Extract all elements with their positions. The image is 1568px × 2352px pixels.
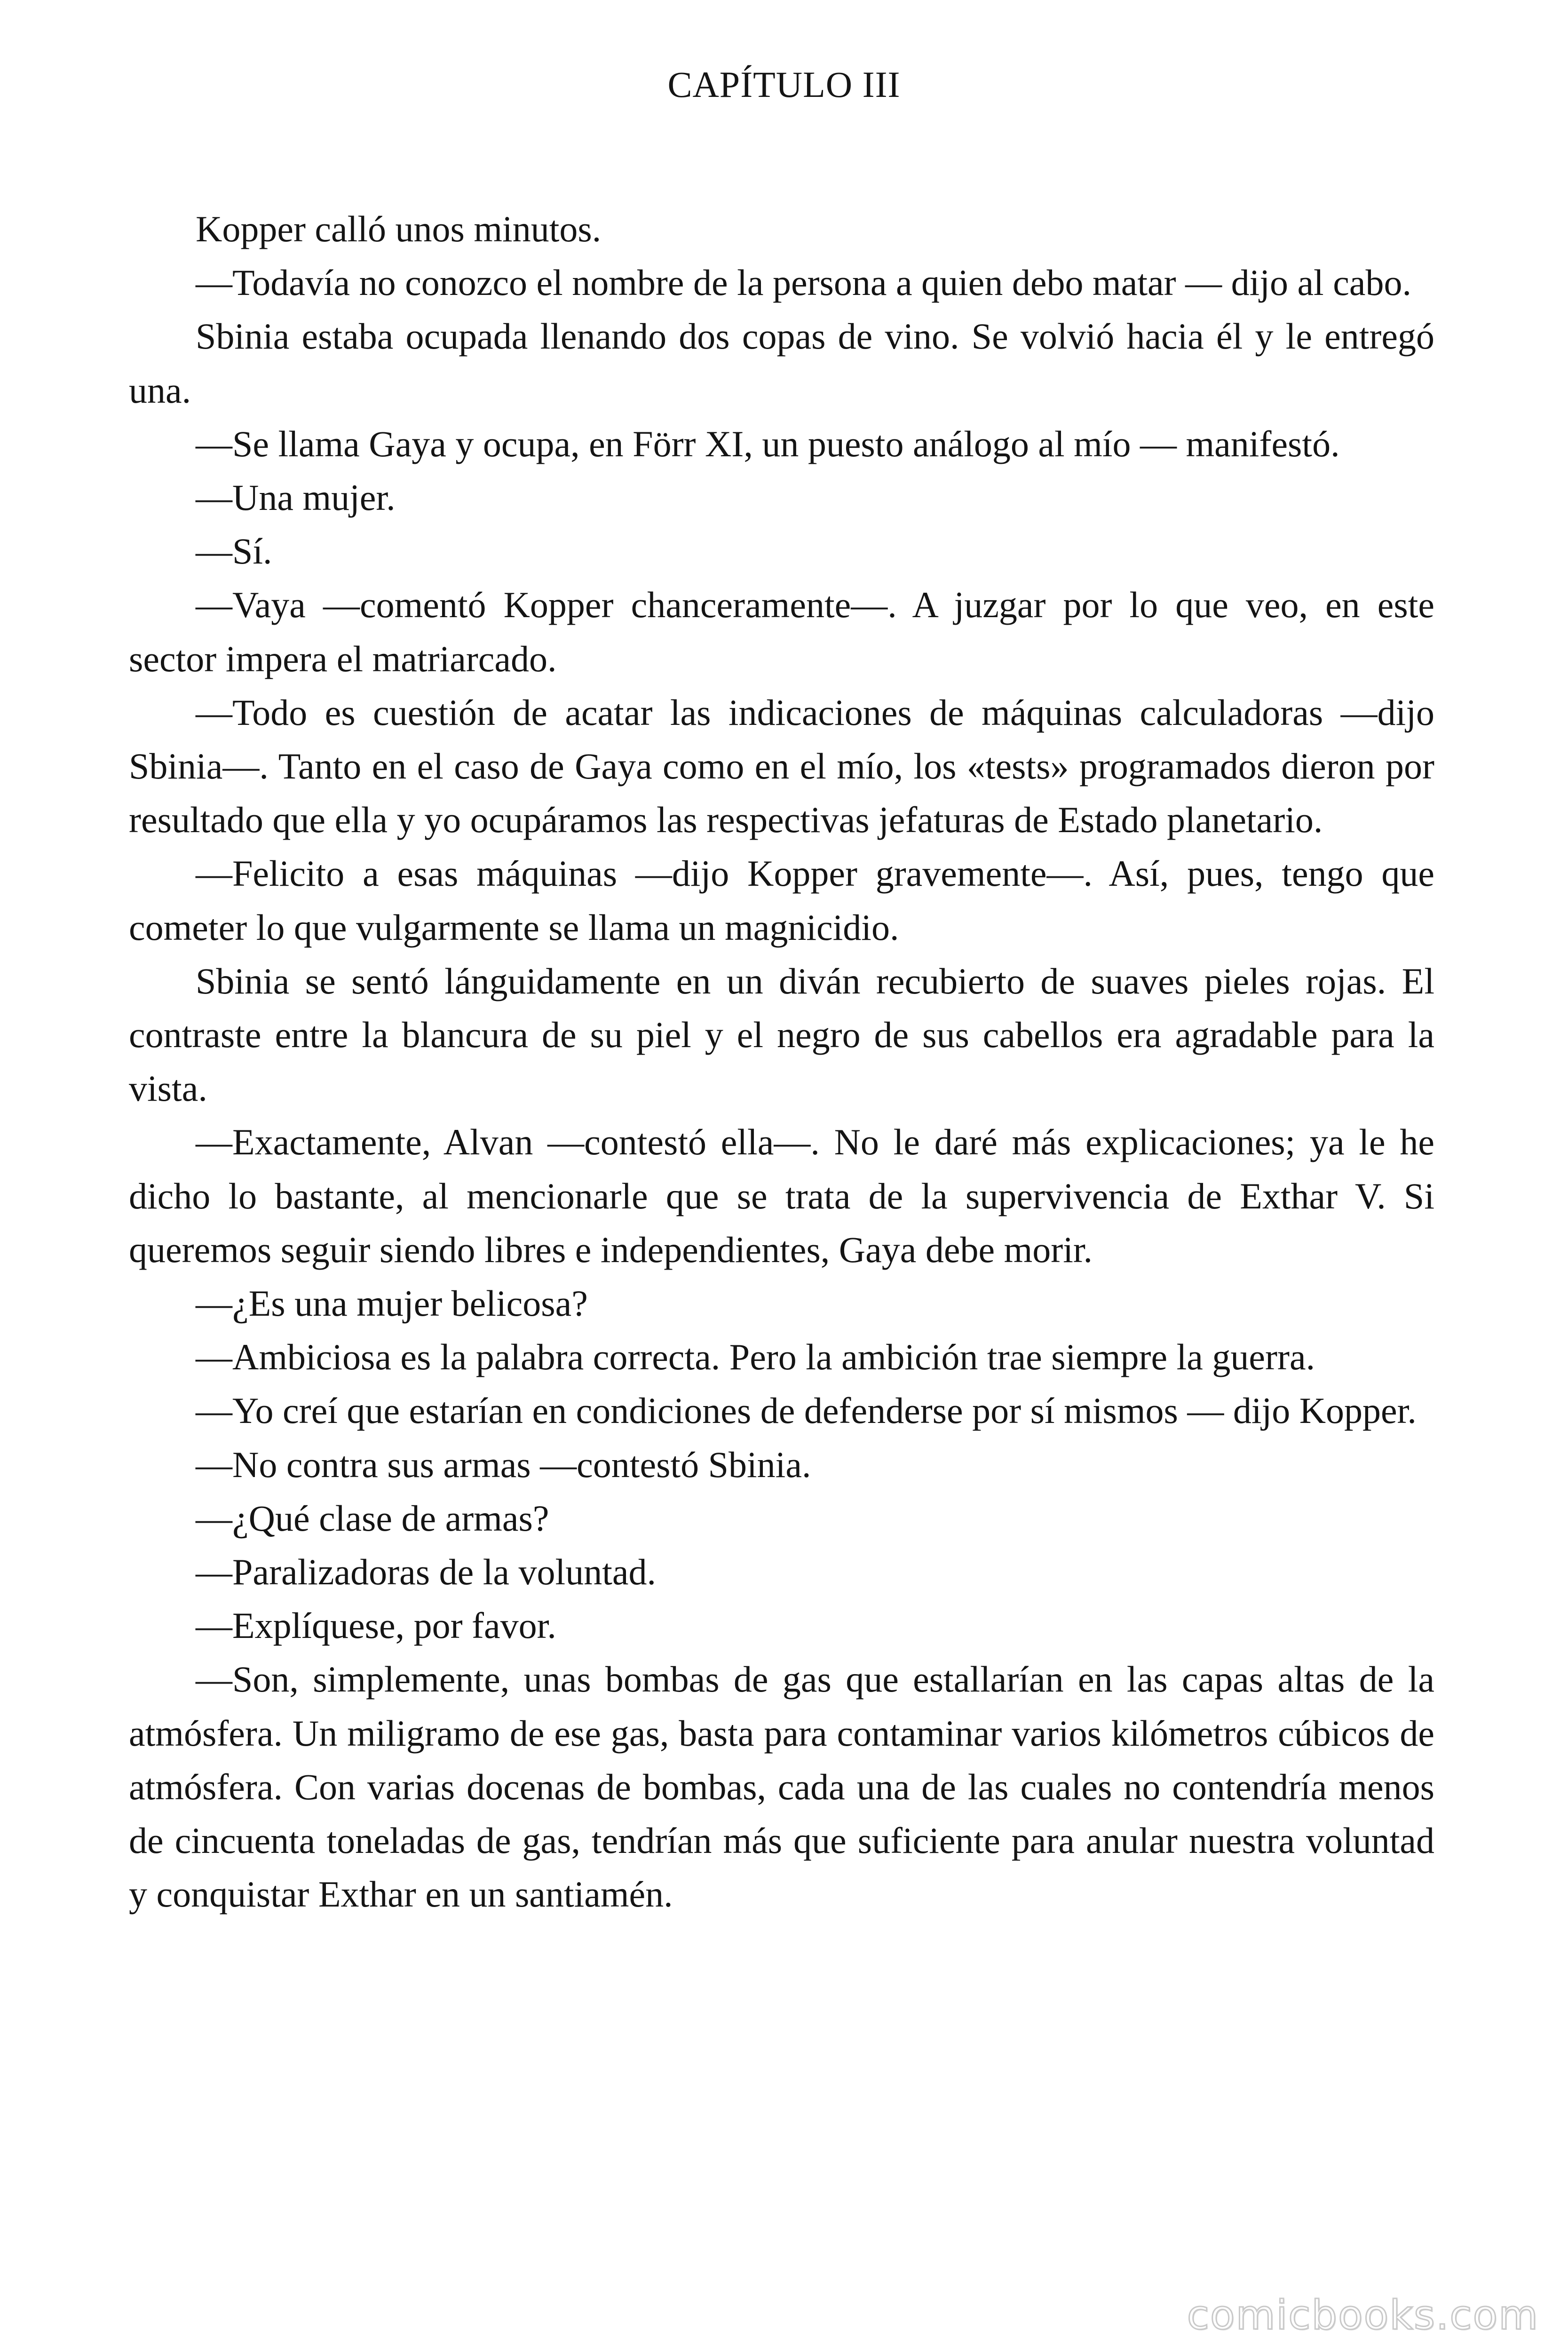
paragraph: —No contra sus armas —contestó Sbinia. [196,1444,811,1485]
paragraph: Sbinia se sentó lánguidamente en un diván recubierto de suaves pieles rojas. El contraste entre la blancura de su piel y el negro de sus cabellos era agradable para la vista. [129,960,1434,1109]
paragraph: —Vaya —comentó Kopper chanceramente—. A juzgar por lo que veo, en este sector impera el matriarcado. [129,584,1434,679]
paragraph: —Una mujer. [196,477,396,518]
paragraph: —Yo creí que estarían en condiciones de defenderse por sí mismos — dijo Kopper. [196,1390,1417,1431]
paragraph: —Se llama Gaya y ocupa, en Förr XI, un puesto análogo al mío — manifestó. [196,423,1340,464]
chapter-title: CAPÍTULO III [667,64,901,105]
paragraph: Kopper calló unos minutos. [196,208,602,249]
paragraph: —Exactamente, Alvan —contestó ella—. No le daré más explicaciones; ya le he dicho lo bastante, al mencionarle que se trata de la supervivencia de Exthar V. Si queremos seguir siendo libres e independientes, Gaya debe morir. [129,1121,1434,1270]
paragraph: —Sí. [196,531,272,572]
site-watermark: comicbooks.com [1187,2292,1539,2339]
paragraph: —¿Es una mujer belicosa? [196,1283,588,1324]
paragraph: —Todo es cuestión de acatar las indicaciones de máquinas calculadoras —dijo Sbinia—. Tanto en el caso de Gaya como en el mío, los «tests» programados dieron por resultado que ella y yo ocupáramos las respectivas jefaturas de Estado planetario. [129,691,1434,841]
paragraph: —Felicito a esas máquinas —dijo Kopper gravemente—. Así, pues, tengo que cometer lo que vulgarmente se llama un magnicidio. [129,853,1434,948]
paragraph: —Todavía no conozco el nombre de la persona a quien debo matar — dijo al cabo. [196,262,1411,303]
paragraph: —Ambiciosa es la palabra correcta. Pero la ambición trae siempre la guerra. [196,1336,1315,1378]
paragraph: —¿Qué clase de armas? [196,1497,549,1539]
paragraph: —Paralizadoras de la voluntad. [196,1551,656,1593]
paragraph: —Explíquese, por favor. [196,1605,556,1646]
chapter-body [129,202,1434,1922]
paragraph: —Son, simplemente, unas bombas de gas que estallarían en las capas altas de la atmósfera. Un miligramo de ese gas, basta para contaminar varios kilómetros cúbicos de atmósfera. Con varias docenas de bombas, cada una de las cuales no contendría menos de cincuenta toneladas de gas, tendrían más que suficiente para anular nuestra voluntad y conquistar Exthar en un santiamén. [129,1659,1434,1915]
paragraph: Sbinia estaba ocupada llenando dos copas de vino. Se volvió hacia él y le entregó una. [129,316,1434,411]
